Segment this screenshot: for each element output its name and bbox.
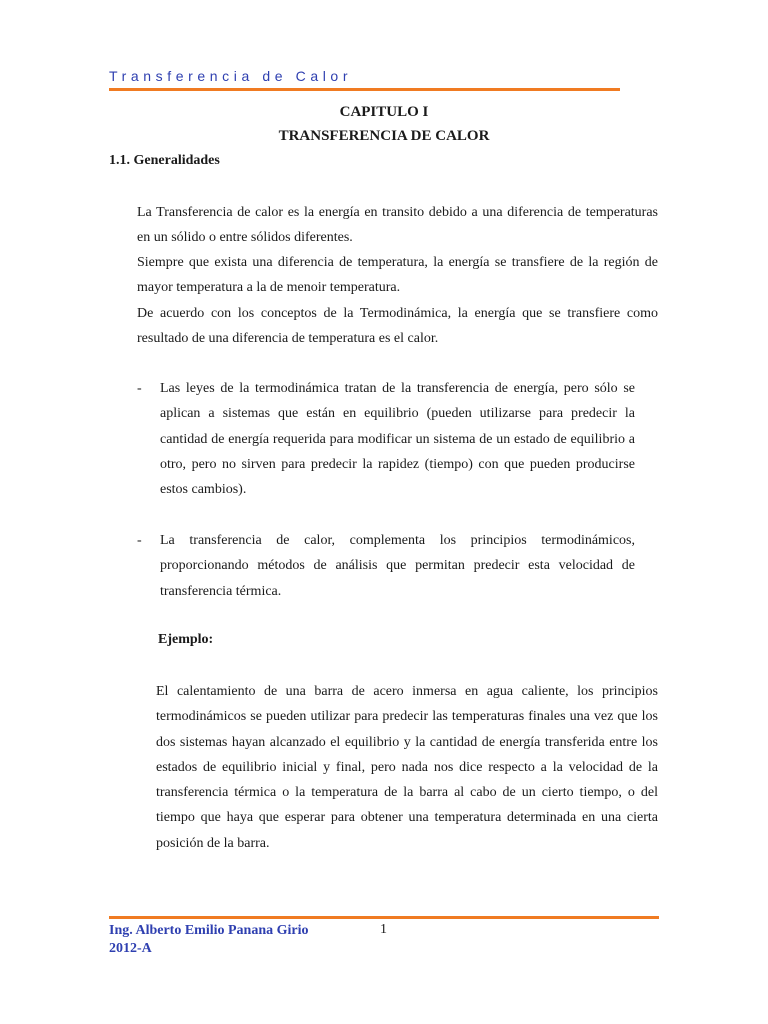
paragraph-definition: La Transferencia de calor es la energía en transito debido a una diferencia de temperaturas en un sólido o entre sólidos diferentes. [137,205,658,246]
example-heading: Ejemplo: [158,632,214,647]
list-item [137,376,658,506]
bullet-dash: - [137,533,142,548]
header-divider [109,88,620,91]
running-header-title: Transferencia de Calor [109,68,353,84]
section-heading: 1.1. Generalidades [109,153,220,168]
chapter-title: TRANSFERENCIA DE CALOR [278,128,490,144]
chapter-label: CAPITULO I [339,104,429,120]
paragraph-heat-concept: De acuerdo con los conceptos de la Termodinámica, la energía que se transfiere como resultado de una diferencia de temperatura es el calor. [137,306,658,347]
page-number: 1 [380,922,387,937]
bullet-dash: - [137,381,142,396]
bullet-text: La transferencia de calor, complementa los principios termodinámicos, proporcionando métodos de análisis que permitan predecir esta velocidad de transferencia térmica. [160,533,635,599]
list-item [137,528,658,608]
footer-author: Ing. Alberto Emilio Panana Girio [109,923,309,938]
example-paragraph: El calentamiento de una barra de acero inmersa en agua caliente, los principios termodinámicos se pueden utilizar para predecir las temperaturas finales una vez que los dos sistemas hayan alcanzado el equilibrio y la cantidad de energía transferida entre los estados de equilibrio inicial y final, pero nada nos dice respecto a la velocidad de la transferencia térmica o la temperatura de la barra al cabo de un cierto tiempo, o del tiempo que haya que esperar para obtener una temperatura determinada en una cierta posición de la barra. [156,684,658,851]
paragraph-direction: Siempre que exista una diferencia de temperatura, la energía se transfiere de la región de mayor temperatura a la de menoir temperatura. [137,255,658,296]
footer-divider [109,916,659,919]
footer-author-block [109,922,309,958]
footer-semester: 2012-A [109,941,152,956]
bullet-text: Las leyes de la termodinámica tratan de la transferencia de energía, pero sólo se aplican a sistemas que están en equilibrio (pueden utilizarse para predecir la cantidad de energía requerida para modificar un sistema de un estado de equilibrio a otro, pero no sirven para predecir la rapidez (tiempo) con que pueden producirse estos cambios). [160,381,635,498]
